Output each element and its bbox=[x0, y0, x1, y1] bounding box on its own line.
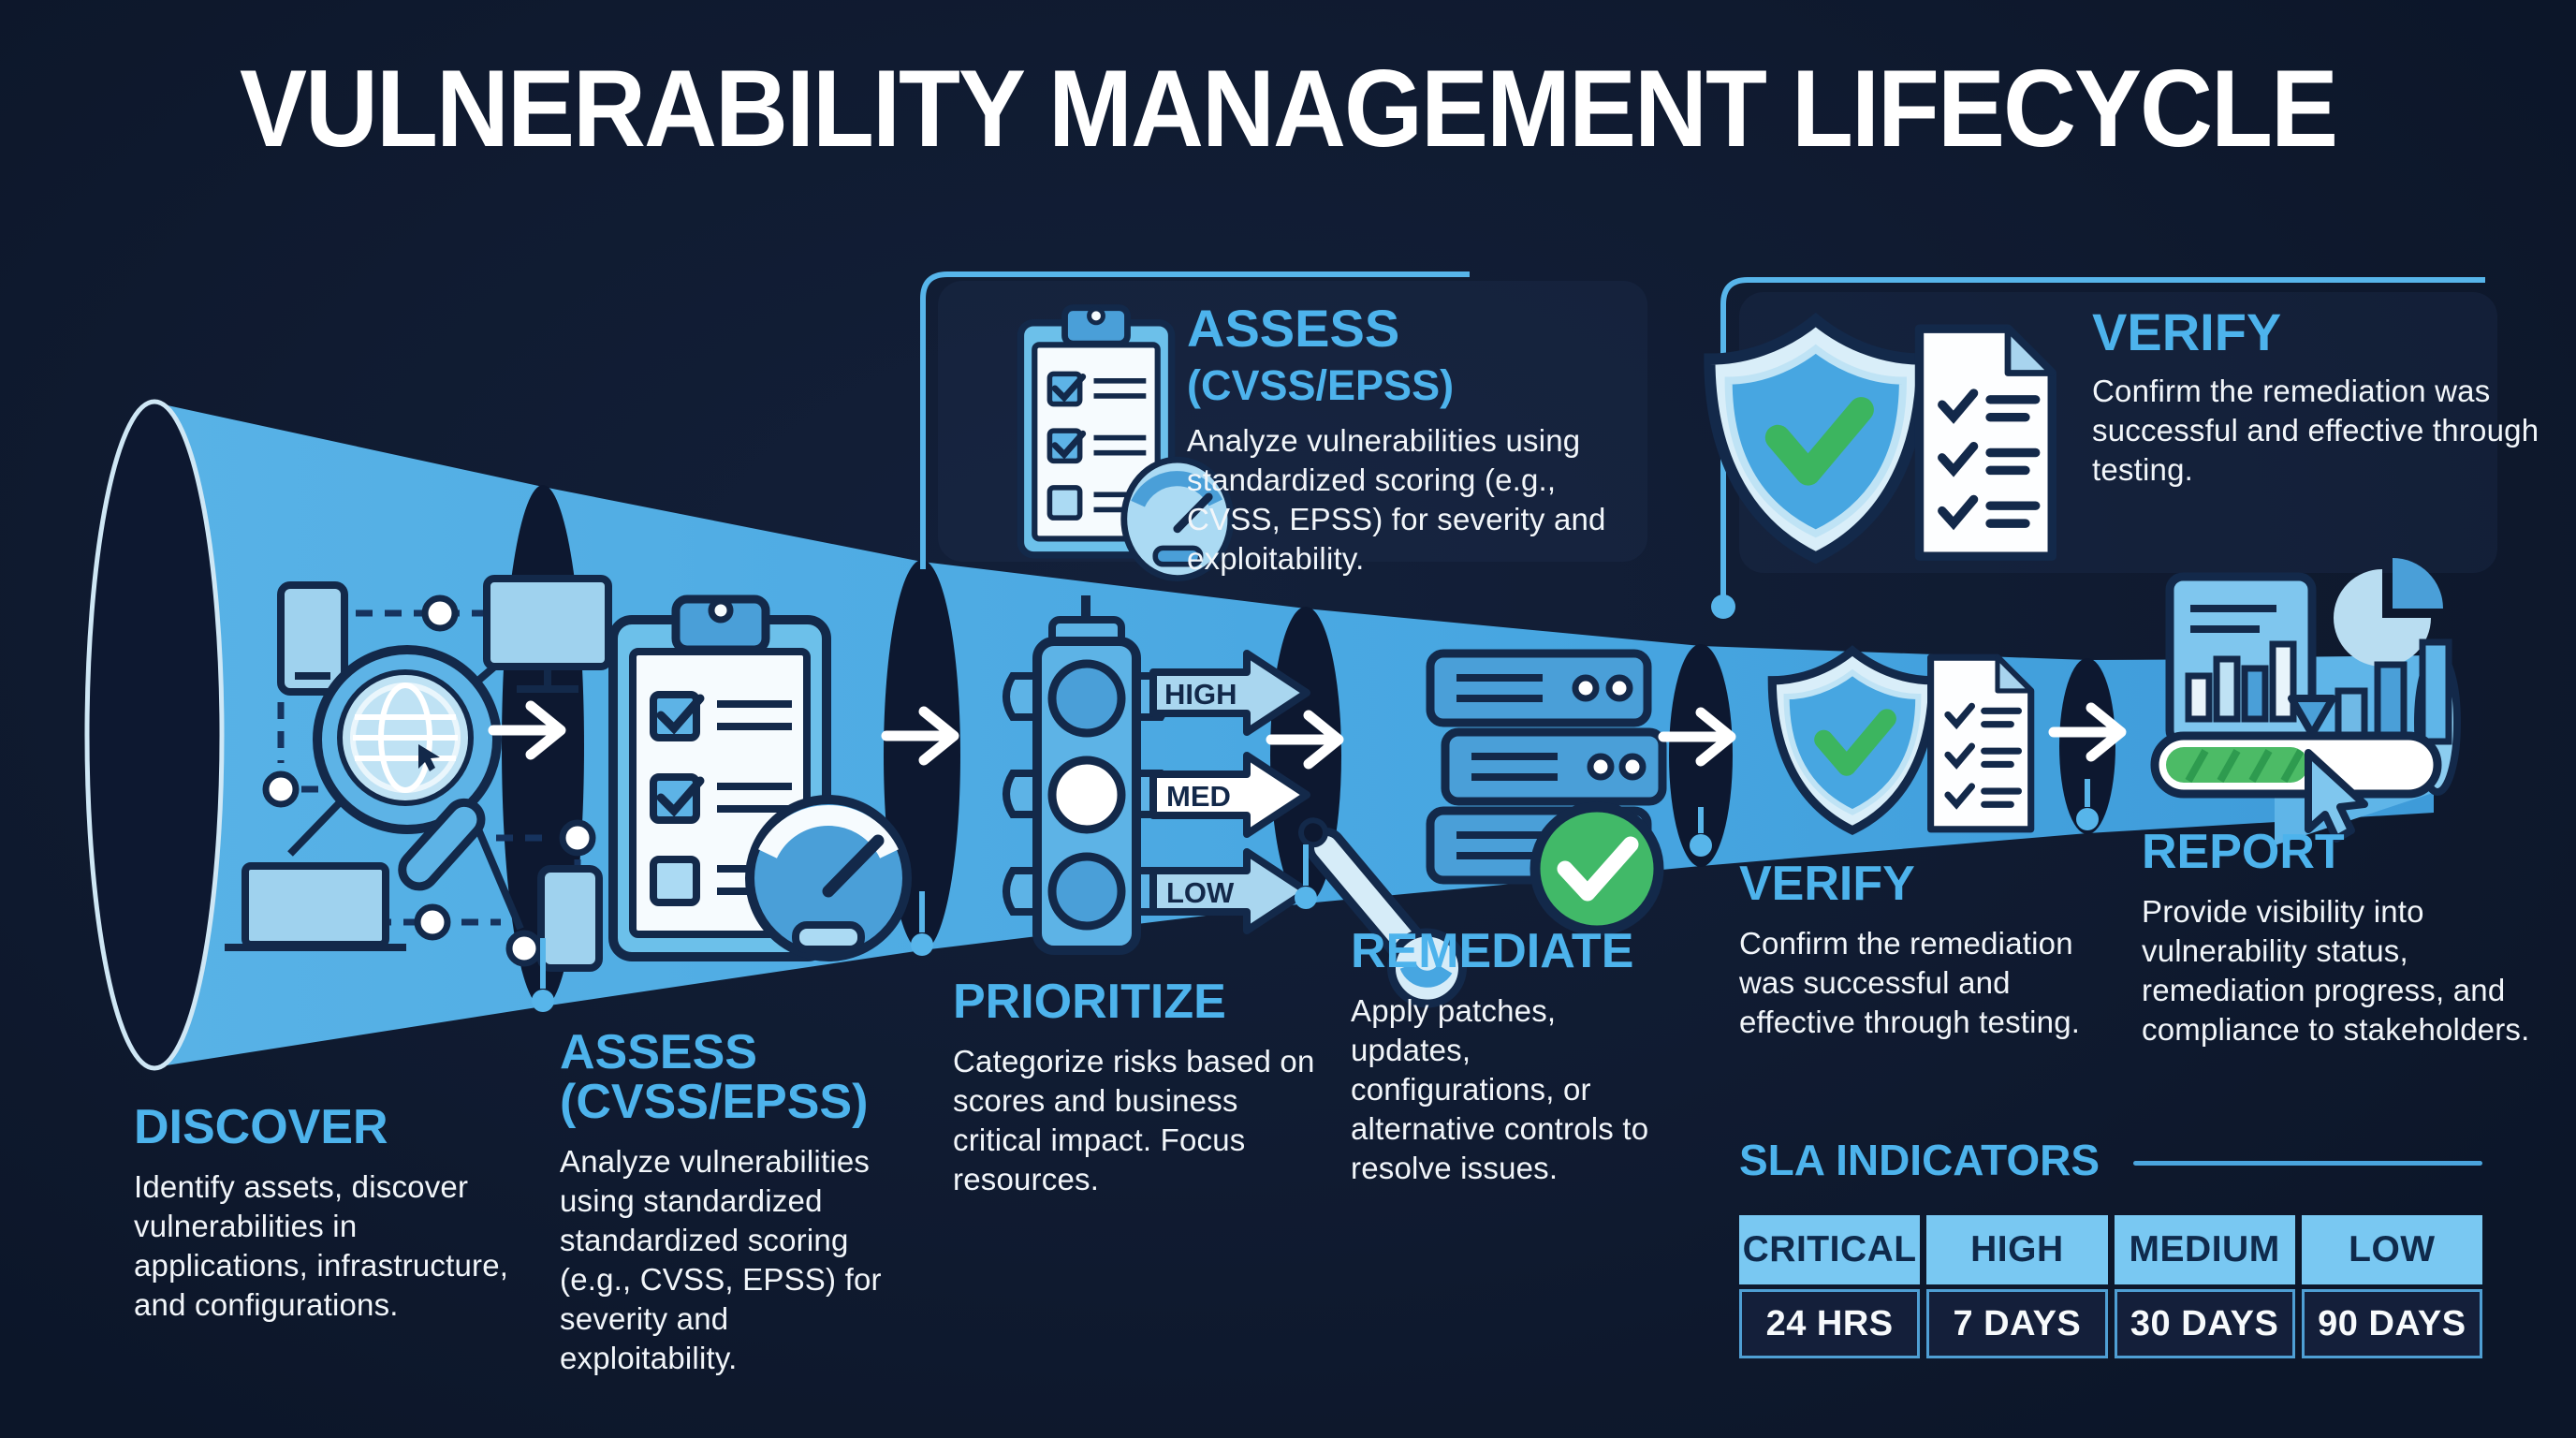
stage-remediate-text bbox=[1351, 924, 1669, 1188]
callout-assess-heading bbox=[1187, 301, 1655, 408]
callout-assess-body: Analyze vulnerabilities using standardized scoring (e.g., CVSS, EPSS) for severity and exploitability. bbox=[1187, 423, 1606, 576]
stage-prioritize-text bbox=[953, 977, 1327, 1199]
sla-header-medium: MEDIUM bbox=[2115, 1215, 2295, 1284]
stage-discover-heading: DISCOVER bbox=[134, 1100, 388, 1154]
sla-panel bbox=[1739, 1135, 2482, 1358]
stage-report-body: Provide visibility into vulnerability status, remediation progress, and compliance to stakeholders. bbox=[2142, 894, 2530, 1047]
sla-value-critical: 24 HRS bbox=[1739, 1289, 1920, 1358]
stage-assess-text bbox=[560, 1025, 897, 1378]
callout-assess-top bbox=[1187, 301, 1655, 579]
stage-report-text bbox=[2142, 825, 2544, 1049]
callout-verify-heading: VERIFY bbox=[2092, 302, 2282, 361]
priority-label-med: MED bbox=[1166, 780, 1231, 813]
priority-label-low: LOW bbox=[1166, 876, 1235, 909]
sla-header-high: HIGH bbox=[1926, 1215, 2107, 1284]
priority-label-high: HIGH bbox=[1164, 678, 1237, 711]
callout-assess-heading-main: ASSESS bbox=[1187, 299, 1400, 358]
stage-verify-text bbox=[1739, 859, 2114, 1042]
stage-report-heading: REPORT bbox=[2142, 825, 2345, 879]
sla-table bbox=[1739, 1215, 2482, 1358]
stage-discover-body: Identify assets, discover vulnerabilities in applications, infrastructure, and configurations. bbox=[134, 1169, 509, 1322]
stage-prioritize-body: Categorize risks based on scores and business critical impact. Focus resources. bbox=[953, 1044, 1315, 1196]
stage-discover-text bbox=[134, 1100, 536, 1325]
sla-heading-rule bbox=[2133, 1161, 2482, 1166]
stage-assess-heading: ASSESS (CVSS/EPSS) bbox=[560, 1025, 869, 1130]
stage-assess-body: Analyze vulnerabilities using standardized standardized scoring (e.g., CVSS, EPSS) for severity and exploitability. bbox=[560, 1144, 882, 1375]
callout-verify-body: Confirm the remediation was successful and effective through testing. bbox=[2092, 374, 2539, 487]
sla-header-critical: CRITICAL bbox=[1739, 1215, 1920, 1284]
stage-verify-body: Confirm the remediation was successful and effective through testing. bbox=[1739, 926, 2081, 1039]
sla-value-low: 90 DAYS bbox=[2302, 1289, 2482, 1358]
sla-value-medium: 30 DAYS bbox=[2115, 1289, 2295, 1358]
verify-callout-shield-document-icon bbox=[1709, 320, 2052, 558]
page-title: VULNERABILITY MANAGEMENT LIFECYCLE bbox=[239, 47, 2337, 169]
sla-heading: SLA INDICATORS bbox=[1739, 1136, 2100, 1184]
stage-remediate-body: Apply patches, updates, configurations, or alternative controls to resolve issues. bbox=[1351, 993, 1649, 1185]
stage-prioritize-heading: PRIORITIZE bbox=[953, 975, 1226, 1029]
sla-value-high: 7 DAYS bbox=[1926, 1289, 2107, 1358]
stage-remediate-heading: REMEDIATE bbox=[1351, 924, 1634, 978]
callout-assess-heading-suffix: (CVSS/EPSS) bbox=[1187, 361, 1455, 410]
report-charts-progress-icon bbox=[2155, 558, 2449, 839]
funnel-mouth bbox=[87, 402, 222, 1068]
stage-verify-heading: VERIFY bbox=[1739, 857, 1915, 911]
callout-verify-top bbox=[2092, 302, 2560, 490]
sla-header-low: LOW bbox=[2302, 1215, 2482, 1284]
